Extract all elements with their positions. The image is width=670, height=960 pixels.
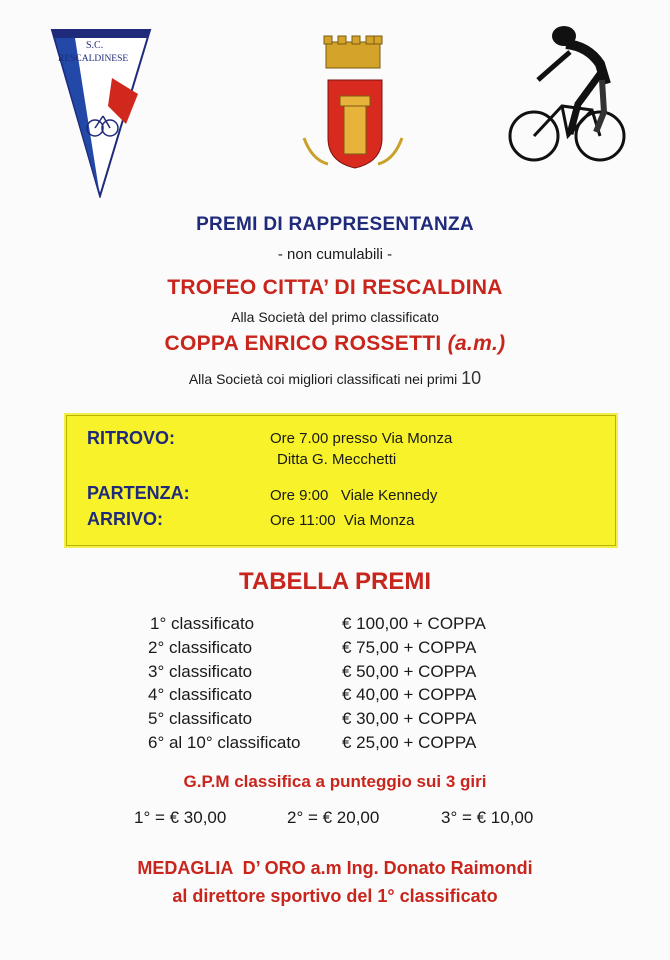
prize-row (342, 709, 476, 729)
prize-row (342, 638, 476, 658)
prize-row (342, 614, 486, 634)
medal-line-2: al direttore sportivo del 1° classificato (172, 886, 498, 906)
prize-row (148, 638, 252, 658)
coppa-suffix: (a.m.) (447, 332, 506, 355)
prize-place: 6° al 10° classificato (148, 733, 301, 752)
arrivo-label: ARRIVO: (87, 509, 163, 529)
prize-row (148, 709, 252, 729)
prize-row (148, 685, 252, 705)
prize-amount: € 25,00 + COPPA (342, 733, 477, 752)
prize-place: 2° classificato (148, 638, 253, 657)
town-crest-logo (298, 34, 408, 179)
ritrovo-value: Ore 7.00 presso Via Monza (270, 430, 453, 447)
premi-note: - non cumulabili - (277, 246, 393, 263)
prize-row (148, 733, 301, 753)
prize-place: 3° classificato (148, 662, 253, 681)
prize-row (148, 662, 252, 682)
prize-place: 4° classificato (148, 685, 253, 704)
gpm-title: G.P.M classifica a punteggio sui 3 giri (183, 772, 487, 791)
coppa-desc-line (0, 368, 670, 389)
prize-amount: € 100,00 + COPPA (342, 614, 486, 633)
trofeo-desc: Alla Società del primo classificato (231, 309, 439, 325)
club-badge-logo (50, 28, 152, 198)
ritrovo-value-2: Ditta G. Mecchetti (277, 451, 397, 468)
coppa-title-line (0, 332, 670, 356)
prize-row (150, 614, 254, 634)
medal-line-1: MEDAGLIA D’ ORO a.m Ing. Donato Raimondi (137, 858, 533, 878)
club-badge-text-name: RESCALDINESE (58, 54, 129, 64)
gpm-first: 1° = € 30,00 (134, 808, 227, 827)
prize-row (342, 733, 476, 753)
ritrovo-label: RITROVO: (87, 428, 175, 448)
prize-amount: € 50,00 + COPPA (342, 662, 477, 681)
prizes-title: TABELLA PREMI (239, 568, 431, 595)
prize-row (342, 685, 476, 705)
cyclist-illustration (508, 24, 628, 179)
prize-amount: € 40,00 + COPPA (342, 685, 477, 704)
partenza-value: Ore 9:00 Viale Kennedy (270, 487, 438, 504)
prize-amount: € 30,00 + COPPA (342, 709, 477, 728)
trofeo-title: TROFEO CITTA’ DI RESCALDINA (167, 276, 503, 299)
schedule-box (66, 415, 616, 546)
partenza-label: PARTENZA: (87, 483, 190, 503)
prize-place: 5° classificato (148, 709, 253, 728)
prize-amount: € 75,00 + COPPA (342, 638, 477, 657)
prize-place: 1° classificato (150, 614, 255, 633)
coppa-title: COPPA ENRICO ROSSETTI (164, 332, 442, 355)
gpm-second: 2° = € 20,00 (287, 808, 380, 827)
premi-title: PREMI DI RAPPRESENTANZA (196, 214, 474, 235)
arrivo-value: Ore 11:00 Via Monza (270, 512, 415, 529)
coppa-desc: Alla Società coi migliori classificati nei primi (188, 371, 458, 387)
club-badge-text-top: S.C. (86, 40, 104, 51)
gpm-third: 3° = € 10,00 (441, 808, 534, 827)
coppa-desc-num: 10 (461, 368, 482, 388)
prize-row (342, 662, 476, 682)
